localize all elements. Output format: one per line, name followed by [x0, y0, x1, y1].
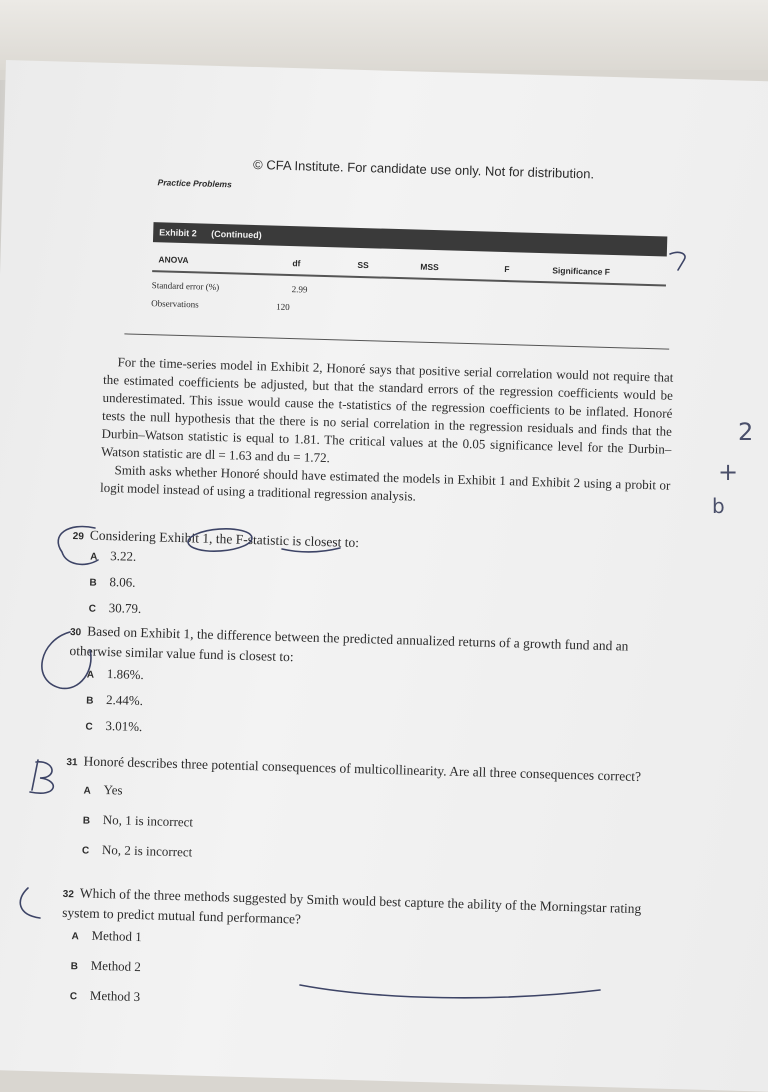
option-letter: A — [90, 551, 98, 563]
option-text: Yes — [103, 782, 123, 798]
question-text: Honoré describes three potential consequences of multicollinearity. Are all three consequences correct? — [83, 753, 642, 785]
question-29 — [70, 526, 672, 635]
option-letter: A — [71, 931, 79, 943]
option-letter: B — [85, 695, 94, 707]
question-31 — [64, 752, 667, 877]
question-text: Which of the three methods suggested by Smith would best capture the ability of the Morningstar rating system to predict mutual fund performance? — [62, 885, 642, 927]
exhibit-label: Exhibit 2 — [159, 227, 197, 239]
running-head: Practice Problems — [157, 177, 232, 190]
option-letter: C — [69, 991, 78, 1003]
option-text: 3.22. — [109, 548, 137, 564]
question-text: Considering Exhibit 1, the F-statistic is closest to: — [89, 527, 360, 551]
question-number: 32 — [62, 888, 74, 901]
option-letter: B — [70, 961, 79, 973]
col-significance-f: Significance F — [552, 265, 611, 277]
passage — [100, 353, 674, 513]
option-text: 1.86%. — [106, 666, 144, 683]
exhibit-title-bar — [153, 222, 667, 256]
option-letter: C — [85, 721, 93, 733]
col-df: df — [292, 258, 301, 269]
question-30 — [67, 622, 670, 753]
row-label: Standard error (%) — [151, 280, 220, 293]
option-text: 8.06. — [109, 574, 136, 590]
margin-note-b: b — [712, 494, 725, 518]
option-letter: A — [86, 669, 95, 681]
option-text: 2.44%. — [105, 692, 144, 709]
margin-note-2: 2 — [738, 418, 754, 446]
passage-paragraph-1: For the time-series model in Exhibit 2, Honoré says that positive serial correlation would not require that the estimated coefficients be adjusted, but that the standard errors of the regression coefficients would be underestimated. This issue would cause the t-statistics of the regression coefficients to be inflated. Honoré tests the null hypothesis that the there is no serial correlation in the regression residuals and finds that the Durbin–Watson statistic is equal to 1.81. The critical values at the 0.05 significance level for the Durbin–Watson statistic are dl = 1.63 and du = 1.72. — [100, 354, 674, 466]
option-text: 3.01%. — [105, 718, 143, 735]
passage-paragraph-2: Smith asks whether Honoré should have estimated the models in Exhibit 1 and Exhibit 2 using a probit or logit model instead of using a traditional regression analysis. — [99, 462, 671, 504]
row-value: 120 — [276, 301, 290, 313]
question-text: Based on Exhibit 1, the difference between the predicted annualized returns of a growth fund and an otherwise similar value fund is closest to: — [69, 623, 629, 665]
option-letter: A — [83, 785, 92, 797]
option-letter: B — [82, 815, 91, 827]
option-text: No, 2 is incorrect — [101, 841, 193, 860]
question-number: 29 — [72, 531, 84, 543]
option-text: No, 1 is incorrect — [102, 812, 194, 830]
row-label: Observations — [151, 298, 199, 310]
question-32 — [60, 884, 663, 1023]
col-f: F — [504, 263, 510, 275]
option-text: Method 3 — [89, 987, 141, 1005]
option-text: Method 1 — [91, 927, 142, 945]
option-text: 30.79. — [108, 600, 142, 616]
option-letter: B — [89, 577, 97, 589]
col-anova: ANOVA — [158, 254, 189, 266]
question-number: 31 — [66, 756, 78, 769]
option-letter: C — [88, 603, 97, 615]
option-letter: C — [81, 845, 90, 857]
margin-note-plus: + — [718, 458, 739, 486]
copyright-notice: © CFA Institute. For candidate use only. Not for distribution. — [252, 156, 595, 182]
row-value: 2.99 — [291, 284, 308, 295]
desk-background — [0, 0, 768, 70]
col-mss: MSS — [420, 261, 439, 273]
question-number: 30 — [69, 627, 82, 639]
option-text: Method 2 — [90, 957, 142, 975]
exhibit-continued: (Continued) — [211, 228, 262, 241]
col-ss: SS — [357, 259, 369, 271]
book-page — [0, 60, 768, 1092]
exhibit-bottom-rule — [124, 333, 669, 349]
